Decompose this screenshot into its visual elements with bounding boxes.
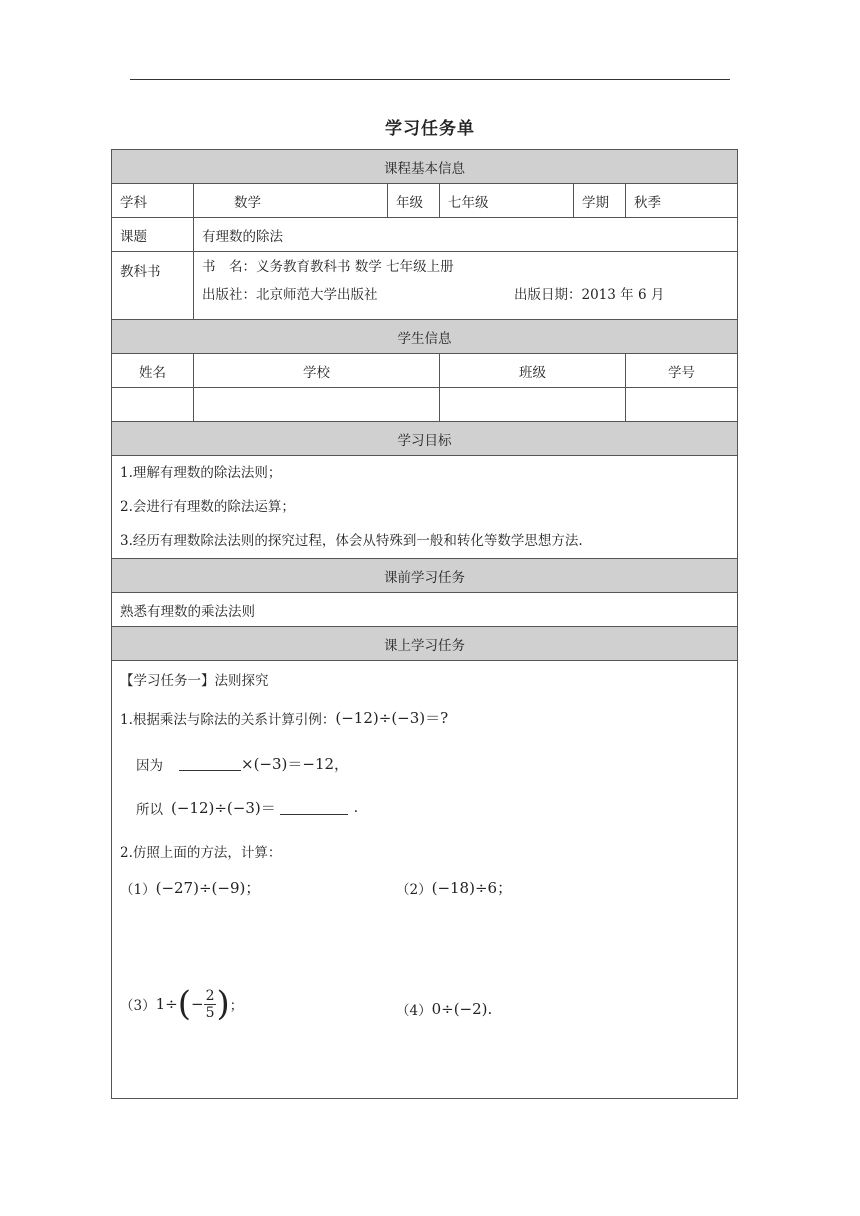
publish-date-line: 出版日期：2013 年 6 月 — [514, 287, 665, 303]
term-value: 秋季 — [626, 184, 738, 218]
problem-3-suffix: ； — [229, 998, 244, 1014]
problem-4-number: （4） — [396, 1003, 432, 1019]
name-header: 姓名 — [112, 354, 194, 388]
problem-2-number: （2） — [396, 881, 432, 898]
problem-1-expression: (−27)÷(−9)； — [155, 879, 261, 897]
so-expression: (−12)÷(−3)＝ — [171, 799, 276, 817]
problem-4-expression: 0÷(−2). — [431, 1000, 493, 1018]
task-content: 【学习任务一】法则探究 1.根据乘法与除法的关系计算引例： (−12)÷(−3)＝? 因为 ×(−3)＝−12， 所以 (−12)÷(−3)＝ . 2.仿照上面的方法，计算： （1） (−27)÷(−9)； （2） (−18)÷6； （3） 1÷ ( − $\frac{2}{5}$ ) ； （4） 0÷(−2). — [112, 661, 738, 1099]
problem-3-number: （3） — [120, 998, 156, 1014]
subject-value: 数学 — [194, 184, 388, 218]
id-cell[interactable] — [626, 388, 738, 422]
fraction-denominator: 5 — [205, 1004, 215, 1021]
task-sheet-table — [111, 149, 738, 1099]
problem-2-expression: (−18)÷6； — [431, 879, 513, 897]
question-2: 2.仿照上面的方法，计算： — [120, 845, 282, 861]
in-class-task-header: 课上学习任务 — [112, 627, 738, 661]
question-1-expression: (−12)÷(−3)＝? — [335, 709, 449, 727]
so-label: 所以 — [136, 801, 163, 818]
subject-label: 学科 — [112, 184, 194, 218]
problem-3-fraction — [204, 988, 217, 1021]
fraction-numerator: 2 — [205, 987, 215, 1004]
publisher-line: 出版社：北京师范大学出版社 — [202, 287, 378, 303]
goal-item: 3.经历有理数除法法则的探究过程，体会从特殊到一般和转化等数学思想方法. — [120, 533, 583, 549]
period-mark: . — [353, 799, 359, 816]
problem-1-number: （1） — [120, 881, 156, 898]
goals-header: 学习目标 — [112, 422, 738, 456]
grade-label: 年级 — [388, 184, 440, 218]
pre-task-header: 课前学习任务 — [112, 559, 738, 593]
because-expression: ×(−3)＝−12， — [241, 755, 350, 773]
grade-value: 七年级 — [440, 184, 574, 218]
problem-3-prefix: 1÷ — [155, 995, 178, 1013]
answer-blank-2[interactable] — [280, 800, 348, 815]
textbook-label: 教科书 — [112, 252, 194, 320]
task-heading: 【学习任务一】法则探究 — [120, 673, 269, 689]
topic-value: 有理数的除法 — [194, 218, 738, 252]
goal-item: 1.理解有理数的除法法则； — [120, 465, 282, 481]
course-info-header: 课程基本信息 — [112, 150, 738, 184]
goals-list — [112, 456, 738, 559]
pre-task-text: 熟悉有理数的乘法法则 — [112, 593, 738, 627]
class-header: 班级 — [440, 354, 626, 388]
goal-item: 2.会进行有理数的除法运算； — [120, 499, 295, 515]
header-rule — [130, 79, 730, 80]
term-label: 学期 — [574, 184, 626, 218]
question-1: 1.根据乘法与除法的关系计算引例： — [120, 711, 336, 728]
class-cell[interactable] — [440, 388, 626, 422]
because-label: 因为 — [136, 757, 163, 774]
id-header: 学号 — [626, 354, 738, 388]
student-info-header: 学生信息 — [112, 320, 738, 354]
topic-label: 课题 — [112, 218, 194, 252]
answer-blank-1[interactable] — [179, 756, 241, 771]
name-cell[interactable] — [112, 388, 194, 422]
book-name-line: 书 名：义务教育教科书 数学 七年级上册 — [202, 259, 454, 275]
school-cell[interactable] — [194, 388, 440, 422]
school-header: 学校 — [194, 354, 440, 388]
textbook-info — [194, 252, 738, 320]
document-title: 学习任务单 — [385, 119, 475, 139]
